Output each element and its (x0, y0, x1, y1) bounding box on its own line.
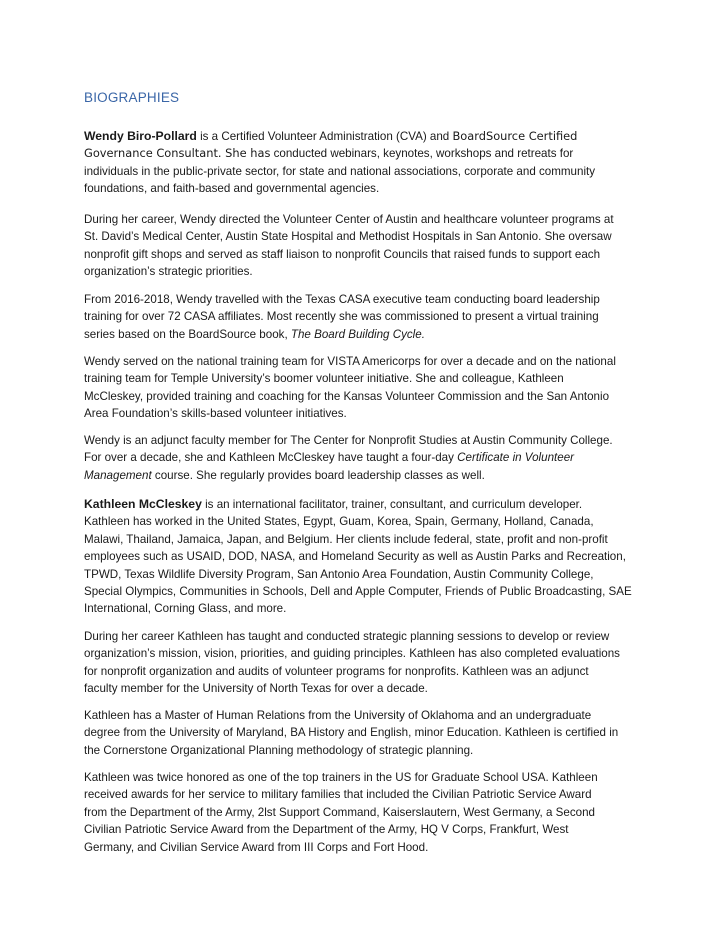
section-heading: BIOGRAPHIES (84, 90, 180, 105)
paragraph-line: Kathleen has worked in the United States, Egypt, Guam, Korea, Spain, Germany, Holland, Canada, (84, 515, 594, 529)
text-run: Governance Consultant. She has (84, 146, 271, 161)
person-name: Kathleen McCleskey (84, 497, 202, 511)
paragraph-line: International, Corning Glass, and more. (84, 602, 287, 616)
paragraph-line: from the Department of the Army, 2lst Support Command, Kaiserslautern, West Germany, a Second (84, 805, 595, 819)
paragraph-line: McCleskey, provided training and coaching for the Kansas Volunteer Commission and the San Antonio (84, 389, 610, 403)
paragraph-line (84, 449, 644, 466)
paragraph-line: TPWD, Texas Wildlife Diversity Program, San Antonio Area Foundation, Austin Community College, (84, 567, 594, 581)
kathleen-awards-paragraph (84, 769, 644, 856)
paragraph-line: From 2016-2018, Wendy travelled with the Texas CASA executive team conducting board leadership (84, 293, 600, 306)
paragraph-line: During her career Kathleen has taught and conducted strategic planning sessions to develop or review (84, 630, 610, 643)
paragraph-line: Special Olympics, Communities in Schools, Dell and Apple Computer, Friends of Public Broadcasting, SAE (84, 585, 632, 599)
paragraph-line: Civilian Patriotic Service Award from the Department of the Army, HQ V Corps, Frankfurt, West (84, 823, 569, 837)
wendy-career-paragraph (84, 211, 644, 281)
paragraph-line: the Cornerstone Organizational Planning methodology of strategic planning. (84, 743, 474, 757)
paragraph-line: During her career, Wendy directed the Volunteer Center of Austin and healthcare volunteer programs at (84, 213, 614, 226)
kathleen-intro-paragraph (84, 496, 644, 618)
wendy-intro-paragraph (84, 128, 644, 198)
paragraph-line: St. David’s Medical Center, Austin State Hospital and Methodist Hospitals in San Antonio. She oversaw (84, 230, 612, 244)
paragraph-line: Wendy served on the national training team for VISTA Americorps for over a decade and on the national (84, 355, 616, 368)
course-title: Management (84, 468, 152, 482)
paragraph-line: Malawi, Thailand, Jamaica, Japan, and Belgium. Her clients include federal, state, profit and non-profit (84, 532, 608, 546)
paragraph-line: training for over 72 CASA affiliates. Most recently she was commissioned to present a virtual training (84, 310, 599, 324)
paragraph-line: faculty member for the University of North Texas for over a decade. (84, 682, 428, 696)
paragraph-line: organization’s mission, vision, priorities, and guiding principles. Kathleen has also completed evaluations (84, 647, 620, 661)
paragraph-line: individuals in the public-private sector, for state and national associations, corporate and community (84, 164, 596, 178)
paragraph-line: Area Foundation’s skills-based volunteer initiatives. (84, 407, 347, 421)
wendy-national-paragraph (84, 353, 644, 423)
text-run: BoardSource Certified (452, 129, 578, 143)
kathleen-education-paragraph (84, 707, 644, 759)
course-title: Certificate in Volunteer (457, 451, 575, 465)
paragraph-line: nonprofit gift shops and served as staff liaison to nonprofit Councils that raised funds to support each (84, 247, 601, 261)
paragraph-line: employees such as USAID, DOD, NASA, and Homeland Security as well as Austin Parks and Recreation, (84, 550, 626, 564)
paragraph-line (84, 145, 644, 162)
paragraph-line: Kathleen was twice honored as one of the top trainers in the US for Graduate School USA. Kathleen (84, 771, 598, 784)
paragraph-line: Kathleen has a Master of Human Relations from the University of Oklahoma and an undergraduate (84, 709, 592, 722)
wendy-faculty-paragraph (84, 432, 644, 484)
paragraph-line: Wendy is an adjunct faculty member for The Center for Nonprofit Studies at Austin Community College. (84, 434, 613, 447)
paragraph-line: degree from the University of Maryland, BA History and English, minor Education. Kathleen is certified in (84, 726, 619, 740)
text-run: is a Certified Volunteer Administration (CVA) and (196, 130, 453, 143)
text-run: course. She regularly provides board leadership classes as well. (151, 468, 485, 482)
kathleen-career-paragraph (84, 628, 644, 698)
paragraph-line (84, 326, 644, 343)
paragraph-line: Germany, and Civilian Service Award from III Corps and Fort Hood. (84, 840, 429, 854)
paragraph-line: for nonprofit organization and audits of volunteer programs for nonprofits. Kathleen was an adjunct (84, 664, 589, 678)
book-title: The Board Building Cycle. (290, 327, 425, 341)
text-run: For over a decade, she and Kathleen McCleskey have taught a four-day (84, 451, 458, 465)
paragraph-line: organization’s strategic priorities. (84, 265, 253, 279)
paragraph-line (84, 496, 644, 513)
paragraph-line: training team for Temple University’s boomer volunteer initiative. She and colleague, Kathleen (84, 372, 564, 386)
person-name: Wendy Biro-Pollard (84, 129, 197, 143)
wendy-casa-paragraph (84, 291, 644, 343)
text-run: is an international facilitator, trainer, consultant, and curriculum developer. (201, 498, 583, 511)
paragraph-line: received awards for her service to military families that included the Civilian Patriotic Service Award (84, 788, 592, 802)
text-run: series based on the BoardSource book, (84, 327, 291, 341)
paragraph-line: foundations, and faith-based and governmental agencies. (84, 182, 380, 196)
text-run: conducted webinars, keynotes, workshops and retreats for (270, 147, 574, 161)
paragraph-line (84, 467, 644, 484)
paragraph-line (84, 128, 644, 145)
